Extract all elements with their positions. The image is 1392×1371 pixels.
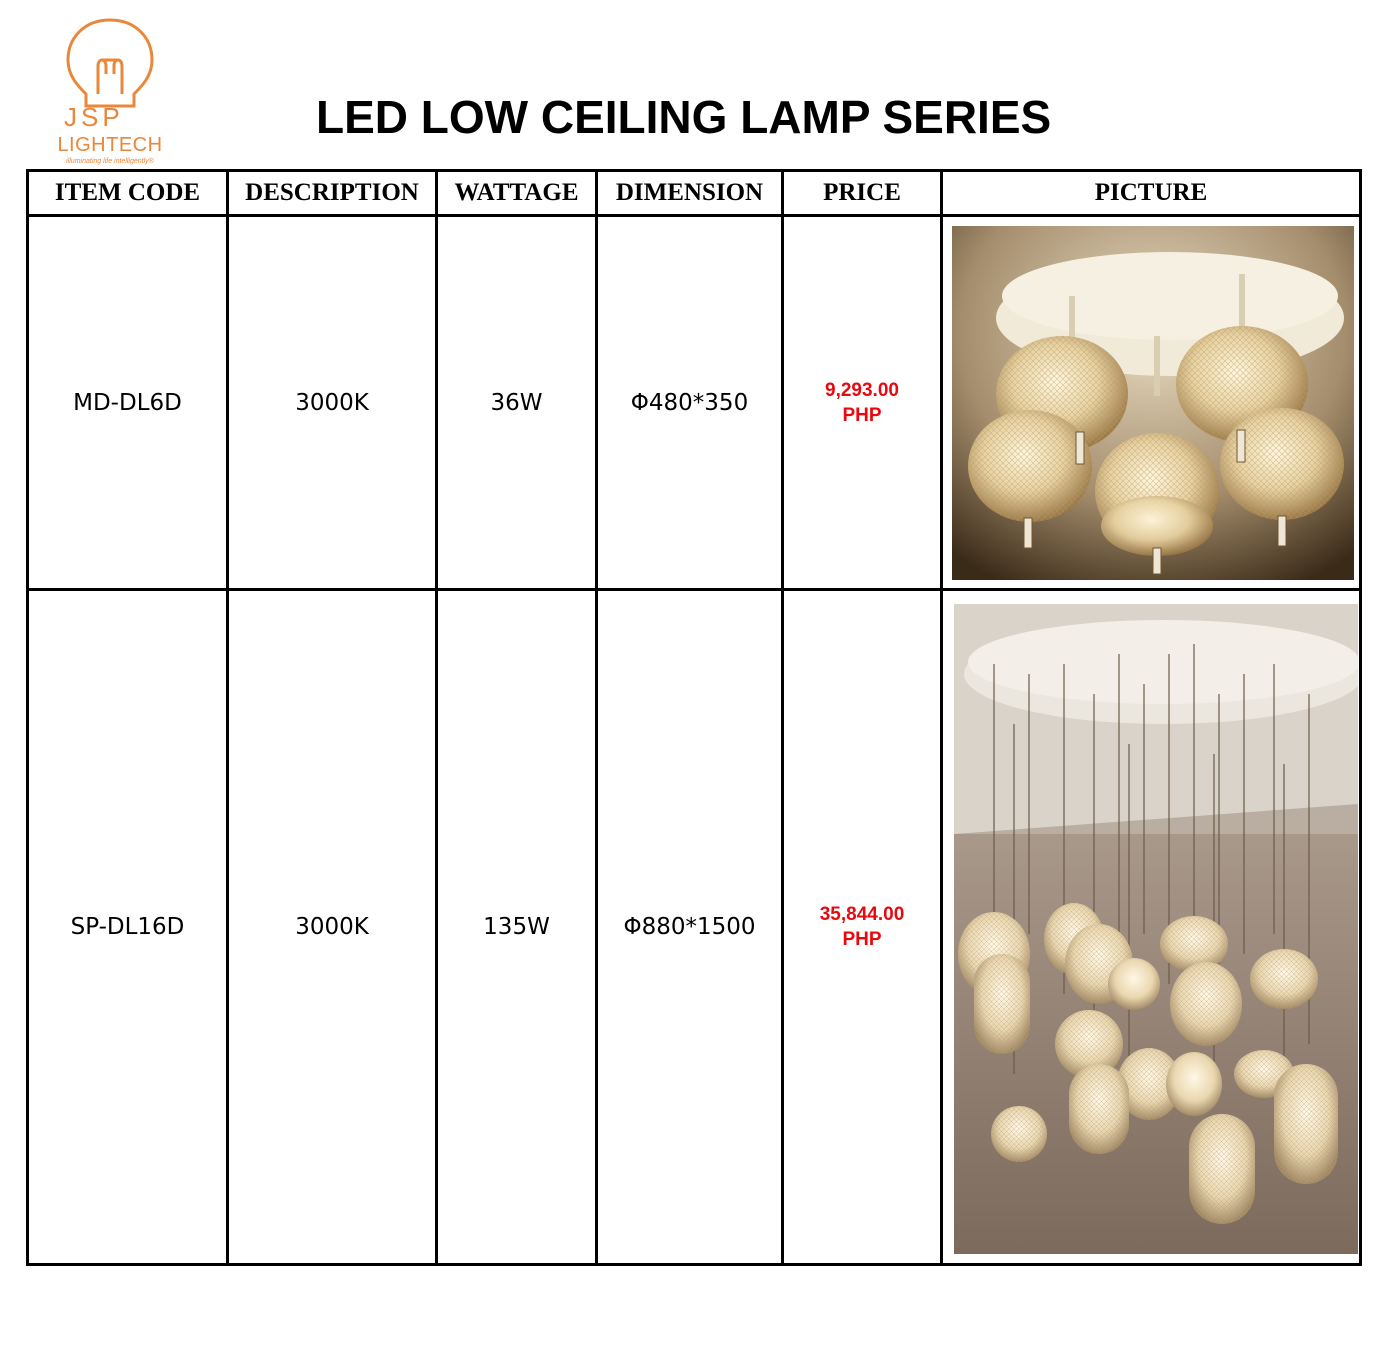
product-table [26,169,1362,1266]
item-code-cell: SP-DL16D [28,590,228,1265]
ceiling-lamp-cluster-photo [952,226,1354,580]
header-picture: PICTURE [942,171,1361,216]
svg-text:JSP: JSP [64,102,124,132]
page-title: LED LOW CEILING LAMP SERIES [316,91,1052,143]
header-dimension: DIMENSION [597,171,783,216]
header-item-code: ITEM CODE [28,171,228,216]
price-value: 35,844.00 [819,904,905,925]
picture-cell [942,590,1361,1265]
picture-cell [942,216,1361,590]
pendant-lamp-cluster-photo [954,604,1358,1254]
logo-brand-text: LIGHTECH [57,134,163,156]
price-cell [783,216,942,590]
description-cell: 3000K [228,590,437,1265]
header-price: PRICE [783,171,942,216]
company-logo [48,14,172,164]
dimension-cell: Φ480*350 [597,216,783,590]
table-row [28,216,1361,590]
table-header-row [28,171,1361,216]
price-currency: PHP [842,404,882,426]
price-cell [783,590,942,1265]
table-row [28,590,1361,1265]
wattage-cell: 135W [437,590,597,1265]
item-code-cell: MD-DL6D [28,216,228,590]
bulb-logo-icon [60,14,160,132]
wattage-cell: 36W [437,216,597,590]
dimension-cell: Φ880*1500 [597,590,783,1265]
logo-tagline: illuminating life intelligently® [66,158,154,165]
description-cell: 3000K [228,216,437,590]
header-description: DESCRIPTION [228,171,437,216]
header-wattage: WATTAGE [437,171,597,216]
price-value: 9,293.00 [825,379,899,401]
price-currency: PHP [842,929,882,950]
